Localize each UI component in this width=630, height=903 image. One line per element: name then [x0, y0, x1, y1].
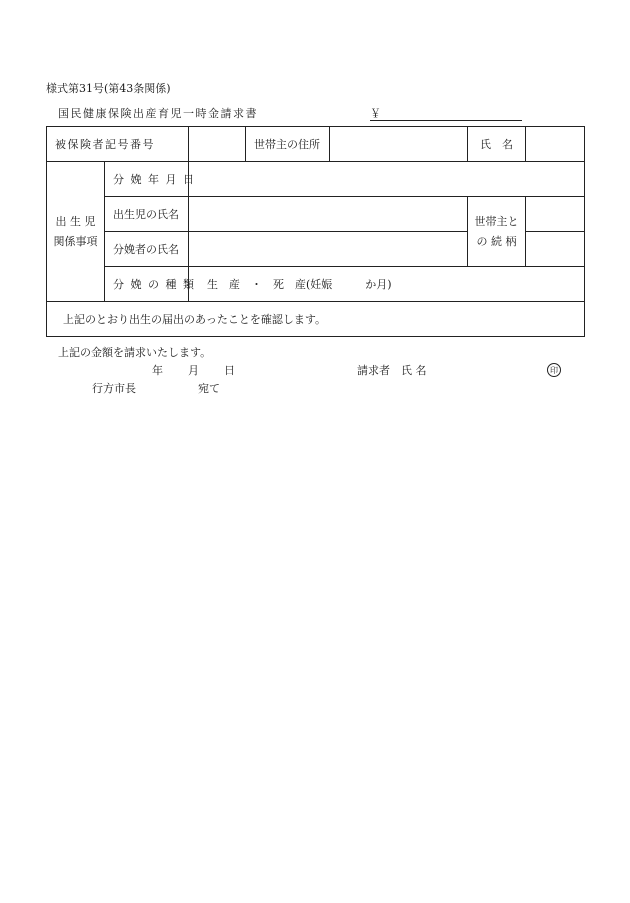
- delivery-type-label: 分 娩 の 種 類: [105, 267, 189, 302]
- delivery-date-field[interactable]: [189, 162, 585, 197]
- relation-label: 世帯主と の 続 柄: [468, 197, 526, 267]
- name-field[interactable]: [526, 127, 585, 162]
- insured-number-label: 被保険者記号番号: [47, 127, 189, 162]
- delivery-date-row: [47, 162, 585, 197]
- mother-name-field[interactable]: [189, 232, 468, 267]
- yen-amount-line: [370, 120, 522, 121]
- child-name-label: 出生児の氏名: [105, 197, 189, 232]
- delivery-type-field[interactable]: 生 産 ・ 死 産(妊娠 か月): [189, 267, 585, 302]
- delivery-date-label: 分 娩 年 月 日: [105, 162, 189, 197]
- application-table: [46, 126, 585, 337]
- seal-icon: 印: [547, 363, 561, 377]
- date-year-label: 年: [152, 364, 163, 377]
- head-address-field[interactable]: [330, 127, 468, 162]
- birth-group-label: 出 生 児 関係事項: [47, 162, 105, 302]
- addressee: 行方市長: [92, 382, 136, 395]
- date-day-label: 日: [224, 364, 235, 377]
- request-text: 上記の金額を請求いたします。: [58, 346, 212, 359]
- insured-number-field[interactable]: [189, 127, 246, 162]
- addressee-suffix: 宛て: [198, 382, 220, 395]
- head-address-label: 世帯主の住所: [246, 127, 330, 162]
- claimant-label: 請求者 氏 名: [357, 364, 427, 377]
- insured-row: [47, 127, 585, 162]
- name-label: 氏 名: [468, 127, 526, 162]
- mother-relation-field[interactable]: [526, 232, 585, 267]
- yen-symbol: ￥: [370, 107, 381, 120]
- child-name-row: [47, 197, 585, 232]
- delivery-type-row: [47, 267, 585, 302]
- date-month-label: 月: [188, 364, 199, 377]
- child-relation-field[interactable]: [526, 197, 585, 232]
- form-number: 様式第31号(第43条関係): [46, 82, 171, 95]
- confirmation-row: [47, 302, 585, 337]
- mother-name-label: 分娩者の氏名: [105, 232, 189, 267]
- child-name-field[interactable]: [189, 197, 468, 232]
- confirmation-text: 上記のとおり出生の届出のあったことを確認します。: [47, 302, 585, 337]
- form-title: 国民健康保険出産育児一時金請求書: [58, 107, 258, 120]
